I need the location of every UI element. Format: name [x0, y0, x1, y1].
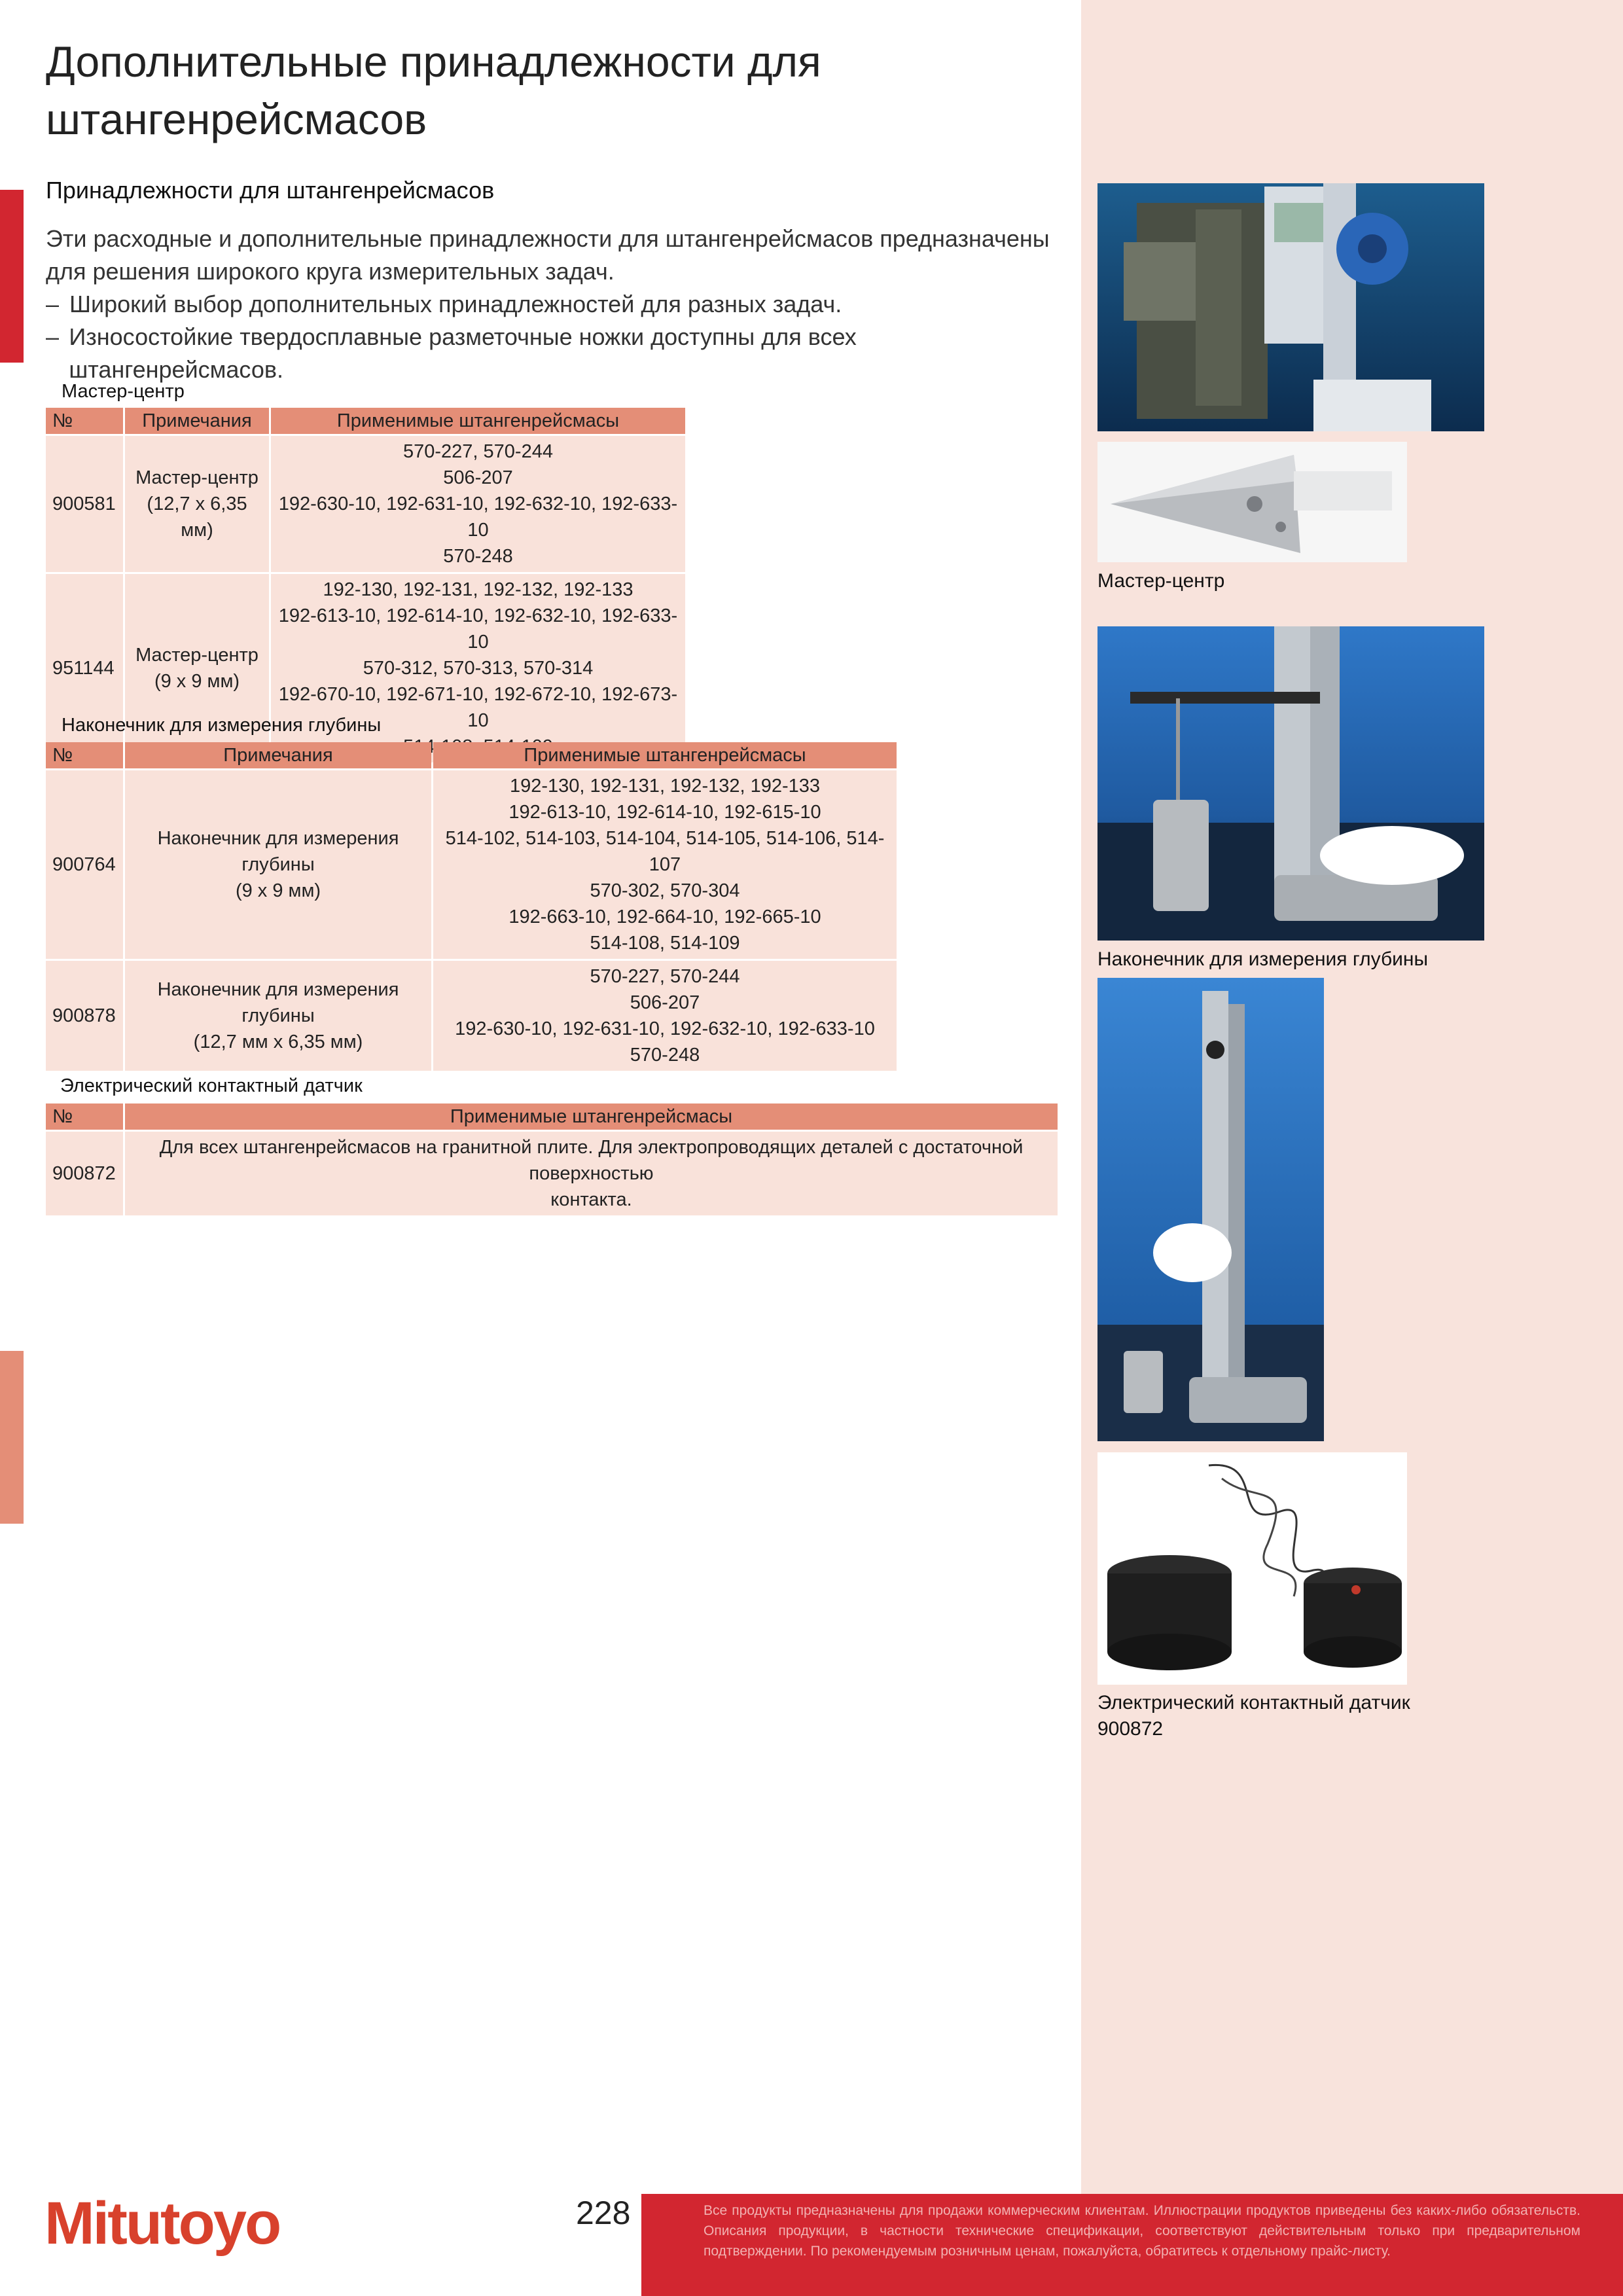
master-center-label: Мастер-центр	[62, 381, 185, 402]
cell-number: 951144	[46, 574, 123, 762]
cell-number: 900581	[46, 436, 123, 572]
depth-tip-usage-photo	[1097, 978, 1324, 1441]
column-header-number: №	[46, 742, 123, 768]
height-gauge-master-center-photo	[1097, 183, 1484, 431]
column-header-number: №	[46, 408, 123, 434]
contact-sensor-caption: Электрический контактный датчик 900872	[1097, 1692, 1410, 1740]
cell-number: 900872	[46, 1132, 123, 1215]
cell-note: Наконечник для измерения глубины (9 x 9 мм)	[125, 770, 431, 959]
contact-sensor-photo	[1097, 1452, 1407, 1685]
master-center-table	[44, 406, 687, 764]
cell-number: 900878	[46, 961, 123, 1071]
bullet-item	[46, 288, 1060, 321]
column-header-models: Применимые штангенрейсмасы	[125, 1103, 1058, 1130]
footer-disclaimer: Все продукты предназначены для продажи коммерческим клиентам. Иллюстрации продуктов приведены без каких-либо обязательств. Описания продукции, в частности технические спецификации, соответствуют действительным только при предварительном подтверждении. По рекомендуемым розничным ценам, пожалуйста, обратитесь к отдельному прайс-листу.	[704, 2203, 1580, 2259]
table-row	[46, 436, 685, 572]
bullet-text: Износостойкие твердосплавные разметочные ножки доступны для всех штангенрейсмасов.	[69, 323, 857, 383]
depth-tip-table	[44, 740, 899, 1073]
column-header-notes: Примечания	[125, 408, 269, 434]
section-tab-salmon	[0, 1351, 24, 1524]
bullet-dash: –	[46, 323, 60, 350]
column-header-number: №	[46, 1103, 123, 1130]
master-center-caption: Мастер-центр	[1097, 570, 1225, 592]
table-header-row	[46, 1103, 1058, 1130]
mitutoyo-logo: Mitutoyo	[45, 2190, 280, 2257]
bullet-item	[46, 321, 1060, 386]
intro-paragraph: Эти расходные и дополнительные принадлежности для штангенрейсмасов предназначены для решения широкого круга измерительных задач.	[46, 225, 1050, 285]
cell-models: 570-227, 570-244 506-207 192-630-10, 192-631-10, 192-632-10, 192-633-10 570-248	[271, 436, 685, 572]
master-center-photo	[1097, 442, 1407, 562]
column-header-models: Применимые штангенрейсмасы	[433, 742, 897, 768]
section-tab-red	[0, 190, 24, 363]
table-header-row	[46, 742, 897, 768]
depth-tip-caption: Наконечник для измерения глубины	[1097, 948, 1429, 970]
depth-tip-label: Наконечник для измерения глубины	[62, 715, 382, 736]
bullet-text: Широкий выбор дополнительных принадлежностей для разных задач.	[69, 291, 842, 317]
contact-sensor-label: Электрический контактный датчик	[60, 1075, 363, 1096]
contact-sensor-table	[44, 1102, 1060, 1217]
intro-text	[46, 223, 1060, 386]
section-subtitle: Принадлежности для штангенрейсмасов	[46, 177, 495, 204]
cell-models: Для всех штангенрейсмасов на гранитной плите. Для электропроводящих деталей с достаточной поверхностью контакта.	[125, 1132, 1058, 1215]
table-row	[46, 1132, 1058, 1215]
table-row	[46, 770, 897, 959]
bullet-dash: –	[46, 291, 60, 317]
cell-models: 192-130, 192-131, 192-132, 192-133 192-613-10, 192-614-10, 192-632-10, 192-633-10 570-312, 570-313, 570-314 192-670-10, 192-671-10, 192-672-10, 192-673-10	[271, 574, 685, 762]
table-row	[46, 961, 897, 1071]
column-header-notes: Примечания	[125, 742, 431, 768]
column-header-models: Применимые штангенрейсмасы	[271, 408, 685, 434]
page-number: 228	[576, 2195, 631, 2231]
cell-note: Мастер-центр (9 x 9 мм)	[125, 574, 269, 762]
cell-note: Наконечник для измерения глубины (12,7 мм x 6,35 мм)	[125, 961, 431, 1071]
cell-number: 900764	[46, 770, 123, 959]
page-title: Дополнительные принадлежности для штангенрейсмасов	[46, 37, 821, 143]
cell-models: 570-227, 570-244 506-207 192-630-10, 192-631-10, 192-632-10, 192-633-10 570-248	[433, 961, 897, 1071]
depth-tip-photo	[1097, 626, 1484, 941]
table-header-row	[46, 408, 685, 434]
cell-note: Мастер-центр (12,7 x 6,35 мм)	[125, 436, 269, 572]
cell-models: 192-130, 192-131, 192-132, 192-133 192-613-10, 192-614-10, 192-615-10 514-102, 514-103, 514-104, 514-105, 514-106, 514-107 570-302, 570-304 192-663-10, 192-664-10, 192-665-10 514-108, 514-109	[433, 770, 897, 959]
